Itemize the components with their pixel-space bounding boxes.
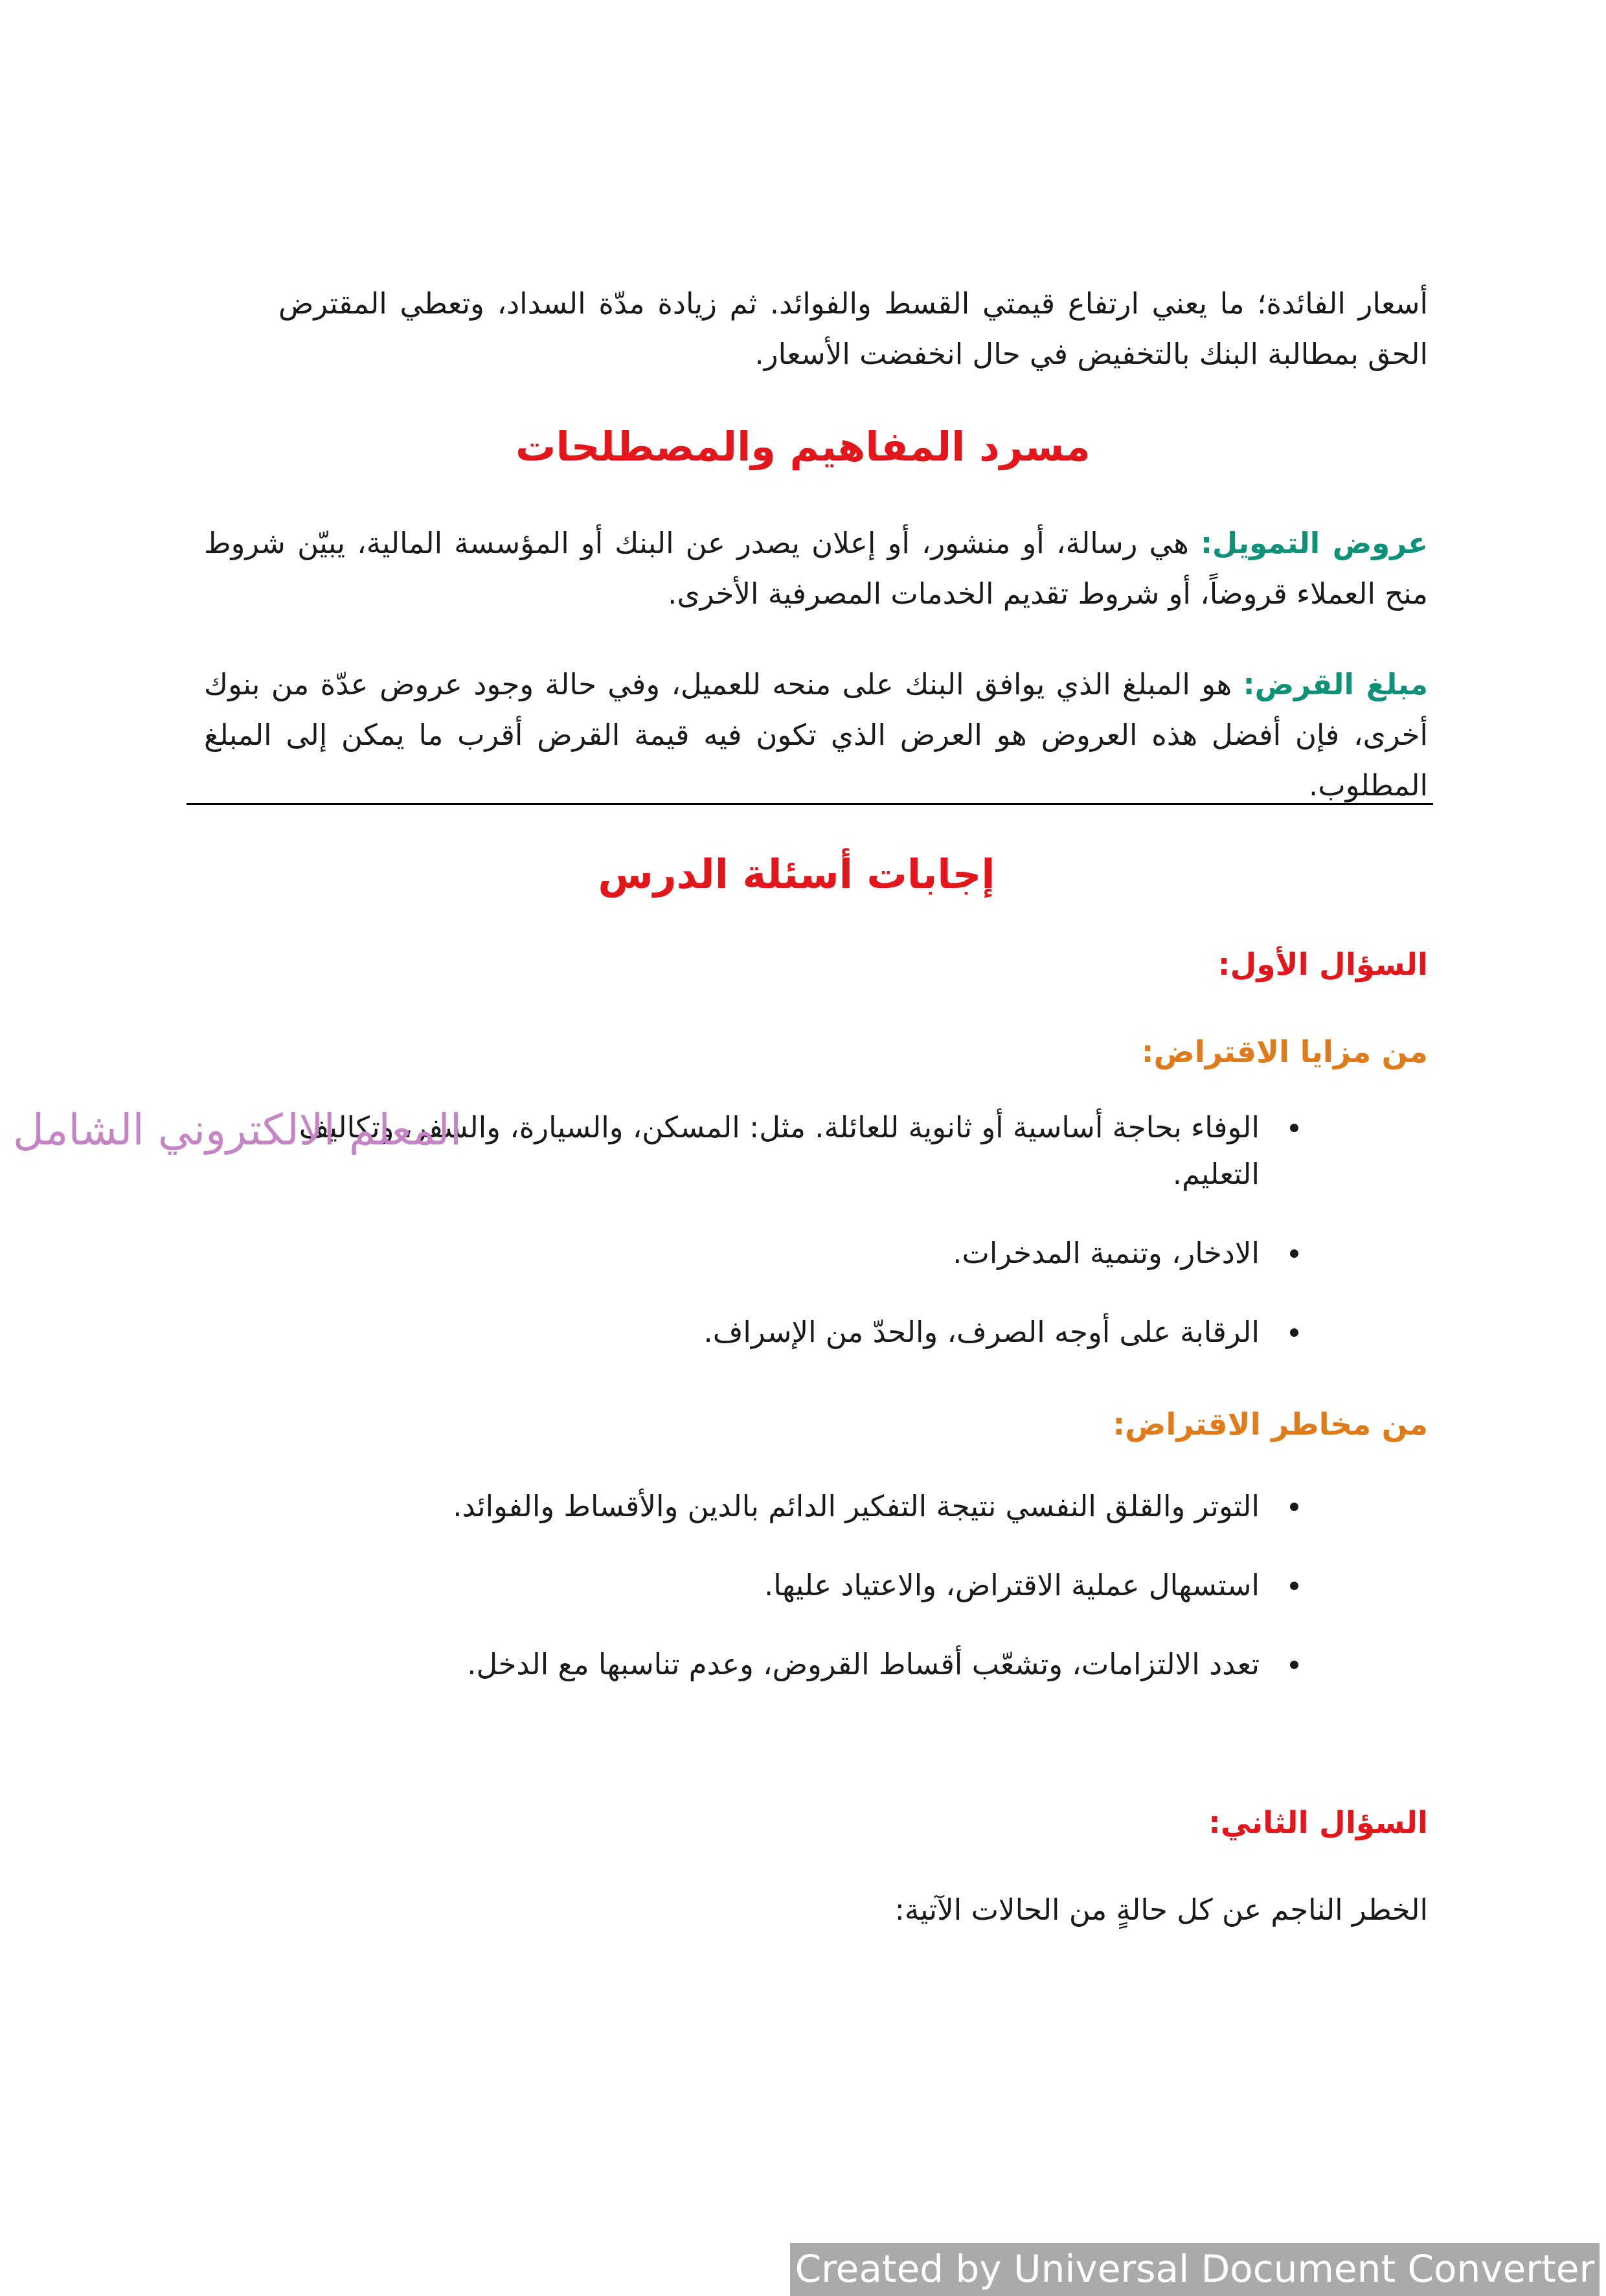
glossary-title: مسرد المفاهيم والمصطلحات bbox=[515, 423, 1091, 470]
list-item bbox=[262, 1562, 1260, 1609]
question-2-text: الخطر الناجم عن كل حالةٍ من الحالات الآتية: bbox=[894, 1892, 1428, 1927]
bullet-icon bbox=[1290, 1328, 1298, 1337]
converter-banner: Created by Universal Document Converter bbox=[790, 2243, 1600, 2296]
list-item bbox=[262, 1309, 1260, 1356]
list-item-text: الرقابة على أوجه الصرف، والحدّ من الإسراف. bbox=[703, 1315, 1260, 1349]
risks-title: من مخاطر الاقتراض: bbox=[1113, 1407, 1428, 1442]
question-1-title: السؤال الأول: bbox=[1217, 947, 1428, 983]
list-item-text: تعدد الالتزامات، وتشعّب أقساط القروض، وعدم تناسبها مع الدخل. bbox=[467, 1647, 1260, 1681]
list-item bbox=[262, 1230, 1260, 1277]
glossary-term-financing-offers bbox=[204, 518, 1428, 619]
bullet-icon bbox=[1290, 1124, 1298, 1132]
watermark-text: المعلم الالكتروني الشامل bbox=[13, 1105, 462, 1155]
term-name: عروض التمويل: bbox=[1201, 526, 1428, 560]
risks-list bbox=[262, 1483, 1260, 1720]
list-item-text: الادخار، وتنمية المدخرات. bbox=[953, 1236, 1260, 1270]
glossary-term-loan-amount bbox=[204, 659, 1428, 811]
divider-line bbox=[187, 803, 1433, 805]
bullet-icon bbox=[1290, 1249, 1298, 1258]
question-2-title: السؤال الثاني: bbox=[1208, 1805, 1428, 1841]
term-definition: هي رسالة، أو منشور، أو إعلان يصدر عن البنك أو المؤسسة المالية، يبيّن شروط منح العملاء قروضاً، أو شروط تقديم الخدمات المصرفية الأخرى. bbox=[204, 526, 1428, 611]
bullet-icon bbox=[1290, 1503, 1298, 1511]
list-item-text: استسهال عملية الاقتراض، والاعتياد عليها. bbox=[763, 1568, 1260, 1602]
list-item-text: التوتر والقلق النفسي نتيجة التفكير الدائم بالدين والأقساط والفوائد. bbox=[453, 1489, 1260, 1523]
list-item-text: الوفاء بحاجة أساسية أو ثانوية للعائلة. مثل: المسكن، والسيارة، والسفر، وتكاليف التعليم. bbox=[299, 1110, 1260, 1191]
list-item bbox=[262, 1641, 1260, 1688]
term-name: مبلغ القرض: bbox=[1243, 667, 1428, 701]
intro-paragraph: أسعار الفائدة؛ ما يعني ارتفاع قيمتي القسط والفوائد. ثم زيادة مدّة السداد، وتعطي المقترض الحق بمطالبة البنك بالتخفيض في حال انخفضت الأسعار. bbox=[278, 286, 1428, 371]
bullet-icon bbox=[1290, 1582, 1298, 1590]
advantages-title: من مزايا الاقتراض: bbox=[1141, 1034, 1428, 1070]
answers-title: إجابات أسئلة الدرس bbox=[598, 850, 995, 898]
list-item bbox=[262, 1483, 1260, 1530]
term-definition: هو المبلغ الذي يوافق البنك على منحه للعميل، وفي حالة وجود عروض عدّة من بنوك أخرى، فإن أفضل هذه العروض هو العرض الذي تكون فيه قيمة القرض أقرب ما يمكن إلى المبلغ المطلوب. bbox=[204, 667, 1428, 802]
bullet-icon bbox=[1290, 1661, 1298, 1669]
